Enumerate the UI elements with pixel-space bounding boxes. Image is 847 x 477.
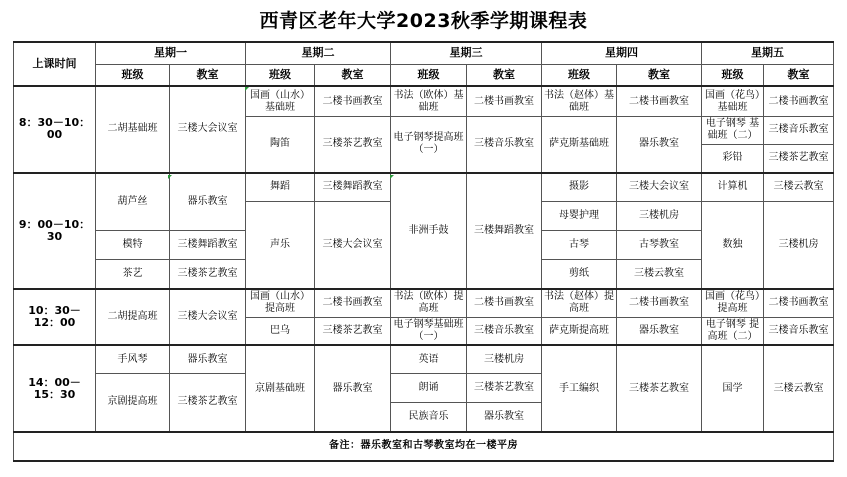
course-room: 三楼云教室 [617, 260, 702, 289]
course-room: 三楼音乐教室 [764, 317, 834, 345]
course-class: 国画（花鸟）提高班 [702, 289, 764, 317]
day-header-wed: 星期三 [391, 42, 542, 64]
course-room: 器乐教室 [617, 317, 702, 345]
course-class: 朗诵 [391, 373, 467, 402]
course-room: 三楼云教室 [764, 345, 834, 431]
room-header: 教室 [315, 64, 391, 86]
course-room: 三楼机房 [467, 345, 542, 373]
class-header: 班级 [96, 64, 170, 86]
course-class: 二胡提高班 [96, 289, 170, 345]
course-class: 英语 [391, 345, 467, 373]
course-class: 剪纸 [542, 260, 617, 289]
course-class: 国学 [702, 345, 764, 431]
course-room: 三楼茶艺教室 [315, 116, 391, 172]
course-class: 书法（赵体）提高班 [542, 289, 617, 317]
course-room: 二楼书画教室 [315, 86, 391, 116]
course-class: 模特 [96, 231, 170, 260]
day-header-thu: 星期四 [542, 42, 702, 64]
course-room: 三楼音乐教室 [467, 116, 542, 172]
room-header: 教室 [170, 64, 246, 86]
course-class: 京剧提高班 [96, 373, 170, 431]
time-header: 上课时间 [14, 42, 96, 86]
course-room: 三楼大会议室 [170, 289, 246, 345]
course-room: 二楼书画教室 [617, 289, 702, 317]
course-room: 器乐教室 [170, 345, 246, 373]
day-header-mon: 星期一 [96, 42, 246, 64]
course-room: 器乐教室 [170, 173, 246, 231]
course-room: 三楼茶艺教室 [617, 345, 702, 431]
course-room: 三楼机房 [764, 202, 834, 289]
course-class: 萨克斯基础班 [542, 116, 617, 172]
course-class: 非洲手鼓 [391, 173, 467, 290]
class-header: 班级 [246, 64, 315, 86]
time-slot-2: 9：00－10：30 [14, 173, 96, 290]
course-class: 声乐 [246, 202, 315, 289]
course-room: 三楼大会议室 [170, 86, 246, 172]
class-header: 班级 [391, 64, 467, 86]
course-room: 三楼音乐教室 [764, 116, 834, 144]
course-room: 三楼舞蹈教室 [315, 173, 391, 202]
course-class: 古琴 [542, 231, 617, 260]
time-slot-3: 10：30－12：00 [14, 289, 96, 345]
course-room: 三楼茶艺教室 [315, 317, 391, 345]
time-slot-4: 14：00－15：30 [14, 345, 96, 431]
room-header: 教室 [764, 64, 834, 86]
course-room: 三楼茶艺教室 [764, 144, 834, 172]
course-class: 国画（山水）提高班 [246, 289, 315, 317]
course-class: 民族音乐 [391, 403, 467, 432]
course-class: 计算机 [702, 173, 764, 202]
course-room: 三楼茶艺教室 [467, 373, 542, 402]
course-class: 电子钢琴提高班（一） [391, 116, 467, 172]
course-class: 葫芦丝 [96, 173, 170, 231]
course-class: 彩铅 [702, 144, 764, 172]
course-room: 三楼舞蹈教室 [467, 173, 542, 290]
page-title: 西青区老年大学2023秋季学期课程表 [259, 10, 588, 32]
course-room: 三楼茶艺教室 [170, 260, 246, 289]
course-class: 国画（花鸟）基础班 [702, 86, 764, 116]
course-class: 巴乌 [246, 317, 315, 345]
course-class: 电子钢琴 提高班（二） [702, 317, 764, 345]
course-class: 陶笛 [246, 116, 315, 172]
course-class: 手风琴 [96, 345, 170, 373]
course-class: 书法（赵体）基础班 [542, 86, 617, 116]
course-class: 电子钢琴基础班（一） [391, 317, 467, 345]
day-header-fri: 星期五 [702, 42, 834, 64]
course-class: 书法（欧体）提高班 [391, 289, 467, 317]
course-room: 三楼大会议室 [617, 173, 702, 202]
cell-marker [168, 175, 172, 179]
cell-marker [245, 87, 249, 91]
course-class: 二胡基础班 [96, 86, 170, 172]
course-room: 三楼舞蹈教室 [170, 231, 246, 260]
course-class: 茶艺 [96, 260, 170, 289]
course-class: 京剧基础班 [246, 345, 315, 431]
course-class: 母婴护理 [542, 202, 617, 231]
schedule-table [13, 41, 834, 462]
room-header: 教室 [467, 64, 542, 86]
course-room: 二楼书画教室 [764, 86, 834, 116]
course-room: 三楼音乐教室 [467, 317, 542, 345]
course-room: 器乐教室 [467, 403, 542, 432]
course-class: 摄影 [542, 173, 617, 202]
course-class: 电子钢琴 基础班（二） [702, 116, 764, 144]
course-class: 萨克斯提高班 [542, 317, 617, 345]
course-room: 三楼机房 [617, 202, 702, 231]
footer-note: 备注：器乐教室和古琴教室均在一楼平房 [14, 432, 834, 461]
class-header: 班级 [702, 64, 764, 86]
time-slot-1: 8：30－10：00 [14, 86, 96, 172]
course-class: 手工编织 [542, 345, 617, 431]
course-room: 二楼书画教室 [617, 86, 702, 116]
course-room: 二楼书画教室 [764, 289, 834, 317]
course-class: 舞蹈 [246, 173, 315, 202]
course-class: 数独 [702, 202, 764, 289]
course-room: 三楼云教室 [764, 173, 834, 202]
course-room: 三楼茶艺教室 [170, 373, 246, 431]
course-room: 二楼书画教室 [467, 86, 542, 116]
cell-marker [390, 175, 394, 179]
course-room: 器乐教室 [617, 116, 702, 172]
course-room: 二楼书画教室 [467, 289, 542, 317]
course-class: 书法（欧体）基础班 [391, 86, 467, 116]
course-class: 国画（山水）基础班 [246, 86, 315, 116]
course-room: 三楼大会议室 [315, 202, 391, 289]
course-room: 古琴教室 [617, 231, 702, 260]
class-header: 班级 [542, 64, 617, 86]
room-header: 教室 [617, 64, 702, 86]
course-room: 器乐教室 [315, 345, 391, 431]
course-room: 二楼书画教室 [315, 289, 391, 317]
day-header-tue: 星期二 [246, 42, 391, 64]
